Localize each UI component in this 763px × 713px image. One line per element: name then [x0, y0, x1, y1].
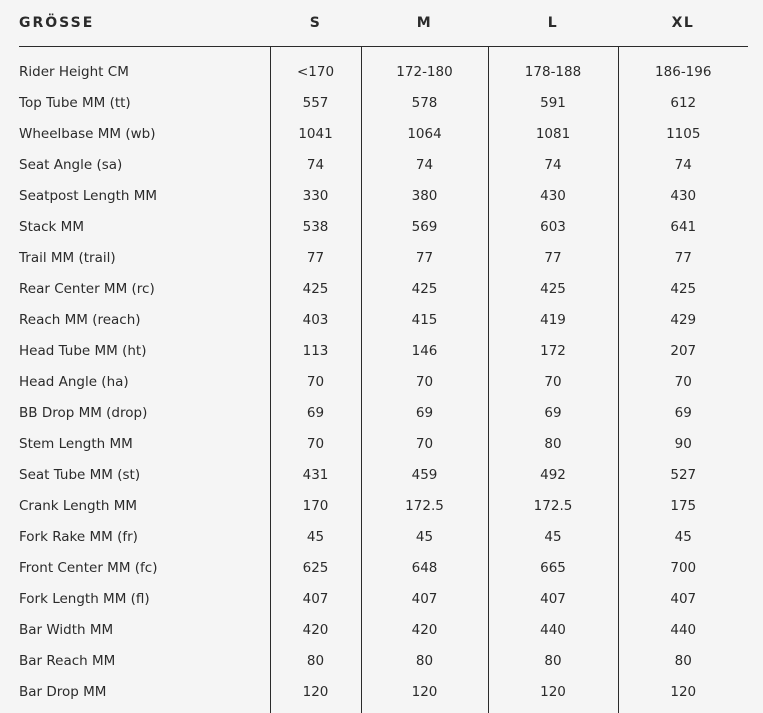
table-row — [19, 118, 748, 149]
value-cell-m: 1064 — [361, 118, 488, 149]
value-cell-m: 578 — [361, 87, 488, 118]
value-cell-xl: 70 — [618, 366, 748, 397]
row-label: Wheelbase MM (wb) — [19, 118, 270, 149]
table-row — [19, 87, 748, 118]
value-cell-l: 407 — [488, 583, 618, 614]
geometry-table-body — [19, 47, 748, 713]
value-cell-s: 80 — [270, 645, 361, 676]
value-cell-l: 70 — [488, 366, 618, 397]
value-cell-l: 665 — [488, 552, 618, 583]
row-label: Seatpost Length MM — [19, 180, 270, 211]
value-cell-m: 80 — [361, 645, 488, 676]
value-cell-l: 172.5 — [488, 490, 618, 521]
value-cell-xl: 175 — [618, 490, 748, 521]
value-cell-xl: 80 — [618, 645, 748, 676]
value-cell-s: 113 — [270, 335, 361, 366]
header-row — [19, 0, 748, 47]
value-cell-l: 430 — [488, 180, 618, 211]
row-label: Reach MM (reach) — [19, 304, 270, 335]
table-row — [19, 335, 748, 366]
value-cell-m: 459 — [361, 459, 488, 490]
value-cell-m: 74 — [361, 149, 488, 180]
value-cell-s: 1041 — [270, 118, 361, 149]
geometry-table — [19, 0, 748, 713]
value-cell-l: 77 — [488, 242, 618, 273]
table-row — [19, 583, 748, 614]
value-cell-xl: 74 — [618, 149, 748, 180]
value-cell-xl: 430 — [618, 180, 748, 211]
value-cell-m: 569 — [361, 211, 488, 242]
value-cell-l: 80 — [488, 428, 618, 459]
value-cell-xl: 45 — [618, 521, 748, 552]
value-cell-m: 420 — [361, 614, 488, 645]
row-label: Fork Length MM (fl) — [19, 583, 270, 614]
row-label: Fork Rake MM (fr) — [19, 521, 270, 552]
value-cell-m: 69 — [361, 397, 488, 428]
value-cell-s: 70 — [270, 428, 361, 459]
table-row — [19, 47, 748, 88]
value-cell-xl: 612 — [618, 87, 748, 118]
value-cell-s: 69 — [270, 397, 361, 428]
value-cell-m: 407 — [361, 583, 488, 614]
value-cell-m: 70 — [361, 428, 488, 459]
value-cell-s: 403 — [270, 304, 361, 335]
table-row — [19, 273, 748, 304]
value-cell-l: 440 — [488, 614, 618, 645]
size-heading-s: S — [270, 0, 361, 47]
value-cell-s: 70 — [270, 366, 361, 397]
value-cell-xl: 69 — [618, 397, 748, 428]
table-row — [19, 397, 748, 428]
value-cell-s: 45 — [270, 521, 361, 552]
size-heading-m: M — [361, 0, 488, 47]
value-cell-xl: 425 — [618, 273, 748, 304]
row-label: Top Tube MM (tt) — [19, 87, 270, 118]
value-cell-l: 603 — [488, 211, 618, 242]
table-row — [19, 521, 748, 552]
table-row — [19, 149, 748, 180]
value-cell-xl: 407 — [618, 583, 748, 614]
value-cell-xl: 1105 — [618, 118, 748, 149]
value-cell-m: 120 — [361, 676, 488, 713]
value-cell-xl: 700 — [618, 552, 748, 583]
value-cell-s: 431 — [270, 459, 361, 490]
table-row — [19, 552, 748, 583]
row-label: Bar Width MM — [19, 614, 270, 645]
value-cell-m: 425 — [361, 273, 488, 304]
row-label: Rear Center MM (rc) — [19, 273, 270, 304]
value-cell-l: 419 — [488, 304, 618, 335]
value-cell-s: 425 — [270, 273, 361, 304]
value-cell-m: 380 — [361, 180, 488, 211]
value-cell-s: <170 — [270, 47, 361, 88]
row-label: BB Drop MM (drop) — [19, 397, 270, 428]
value-cell-m: 45 — [361, 521, 488, 552]
value-cell-s: 77 — [270, 242, 361, 273]
value-cell-l: 172 — [488, 335, 618, 366]
table-row — [19, 304, 748, 335]
value-cell-s: 330 — [270, 180, 361, 211]
value-cell-s: 407 — [270, 583, 361, 614]
row-label: Seat Angle (sa) — [19, 149, 270, 180]
value-cell-m: 77 — [361, 242, 488, 273]
table-row — [19, 211, 748, 242]
size-heading-l: L — [488, 0, 618, 47]
value-cell-m: 172-180 — [361, 47, 488, 88]
value-cell-l: 425 — [488, 273, 618, 304]
value-cell-m: 146 — [361, 335, 488, 366]
value-cell-xl: 429 — [618, 304, 748, 335]
row-label: Front Center MM (fc) — [19, 552, 270, 583]
value-cell-xl: 186-196 — [618, 47, 748, 88]
table-row — [19, 366, 748, 397]
row-label: Trail MM (trail) — [19, 242, 270, 273]
table-row — [19, 242, 748, 273]
table-row — [19, 428, 748, 459]
value-cell-s: 557 — [270, 87, 361, 118]
row-label: Stem Length MM — [19, 428, 270, 459]
table-row — [19, 645, 748, 676]
value-cell-s: 420 — [270, 614, 361, 645]
value-cell-xl: 77 — [618, 242, 748, 273]
row-label: Seat Tube MM (st) — [19, 459, 270, 490]
value-cell-l: 492 — [488, 459, 618, 490]
row-label: Bar Reach MM — [19, 645, 270, 676]
row-label: Rider Height CM — [19, 47, 270, 88]
value-cell-s: 120 — [270, 676, 361, 713]
value-cell-s: 625 — [270, 552, 361, 583]
value-cell-xl: 207 — [618, 335, 748, 366]
table-row — [19, 490, 748, 521]
row-label: Bar Drop MM — [19, 676, 270, 713]
value-cell-xl: 641 — [618, 211, 748, 242]
size-column-heading: GRÖSSE — [19, 0, 270, 47]
value-cell-m: 415 — [361, 304, 488, 335]
table-row — [19, 180, 748, 211]
table-row — [19, 459, 748, 490]
value-cell-m: 172.5 — [361, 490, 488, 521]
value-cell-l: 1081 — [488, 118, 618, 149]
value-cell-m: 70 — [361, 366, 488, 397]
value-cell-l: 80 — [488, 645, 618, 676]
size-heading-xl: XL — [618, 0, 748, 47]
value-cell-xl: 527 — [618, 459, 748, 490]
value-cell-xl: 90 — [618, 428, 748, 459]
value-cell-xl: 120 — [618, 676, 748, 713]
row-label: Stack MM — [19, 211, 270, 242]
value-cell-s: 538 — [270, 211, 361, 242]
table-row — [19, 614, 748, 645]
table-row — [19, 676, 748, 713]
value-cell-m: 648 — [361, 552, 488, 583]
row-label: Head Angle (ha) — [19, 366, 270, 397]
value-cell-l: 120 — [488, 676, 618, 713]
row-label: Head Tube MM (ht) — [19, 335, 270, 366]
value-cell-l: 45 — [488, 521, 618, 552]
value-cell-l: 591 — [488, 87, 618, 118]
value-cell-xl: 440 — [618, 614, 748, 645]
value-cell-l: 69 — [488, 397, 618, 428]
value-cell-l: 74 — [488, 149, 618, 180]
row-label: Crank Length MM — [19, 490, 270, 521]
value-cell-s: 74 — [270, 149, 361, 180]
value-cell-s: 170 — [270, 490, 361, 521]
value-cell-l: 178-188 — [488, 47, 618, 88]
